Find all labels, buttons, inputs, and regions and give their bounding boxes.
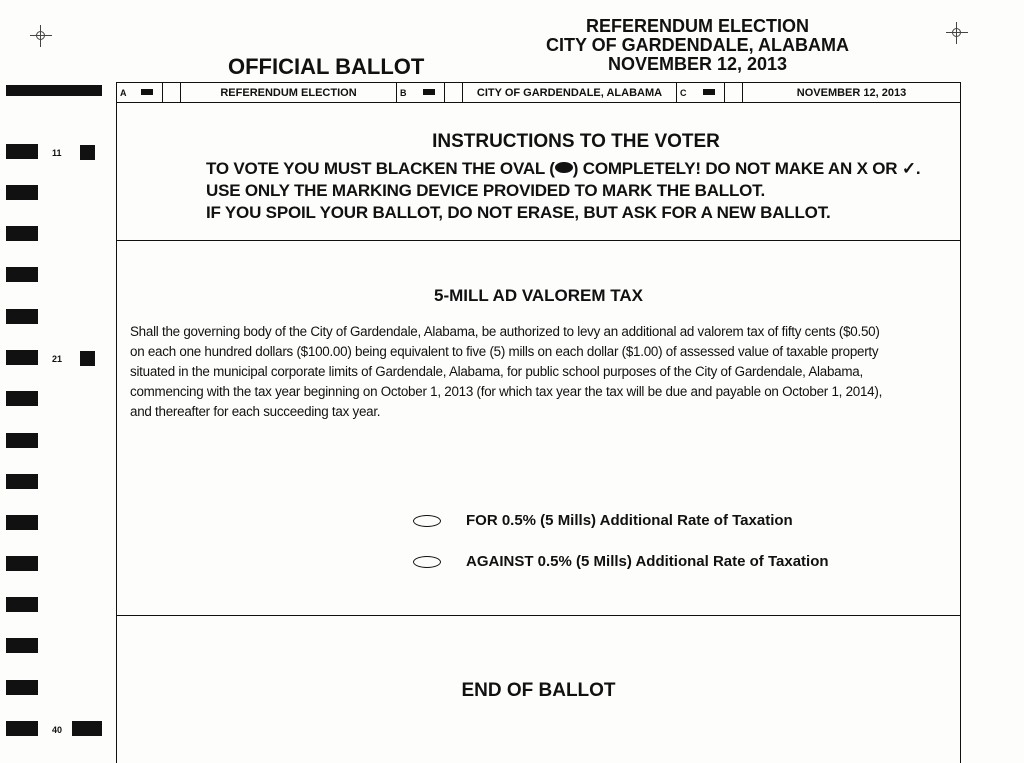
instructions-title: INSTRUCTIONS TO THE VOTER: [432, 131, 720, 152]
timing-square: [80, 145, 95, 160]
filled-oval-icon: [555, 162, 573, 173]
vote-oval-for[interactable]: [413, 515, 441, 527]
timing-mark: [6, 433, 38, 448]
timing-mark: [6, 721, 38, 736]
header-strip: [116, 82, 961, 103]
instruction-line-device: USE ONLY THE MARKING DEVICE PROVIDED TO MARK THE BALLOT.: [206, 181, 765, 200]
timing-mark: [6, 597, 38, 612]
timing-mark: [6, 144, 38, 159]
vote-oval-against[interactable]: [413, 556, 441, 568]
measure-text-line: Shall the governing body of the City of Gardendale, Alabama, be authorized to levy an additional ad valorem tax of fifty cents ($0.50): [130, 324, 880, 339]
strip-cell-empty-b: [445, 83, 463, 102]
strip-cell-empty-a: [163, 83, 181, 102]
strip-text-election: REFERENDUM ELECTION: [181, 83, 397, 102]
timing-mark-header: [6, 85, 102, 96]
end-of-ballot: END OF BALLOT: [461, 680, 616, 701]
timing-mark: [6, 350, 38, 365]
strip-text-date: NOVEMBER 12, 2013: [796, 86, 907, 99]
timing-number-40: 40: [52, 725, 63, 735]
measure-text-line: commencing with the tax year beginning on October 1, 2013 (for which tax year the tax will be due and payable on October 1, 2014),: [130, 384, 883, 399]
option-for-label: FOR 0.5% (5 Mills) Additional Rate of Taxation: [466, 512, 793, 529]
option-against-label: AGAINST 0.5% (5 Mills) Additional Rate of Taxation: [466, 553, 829, 570]
timing-mark: [6, 474, 38, 489]
header-line-election: REFERENDUM ELECTION: [585, 16, 809, 36]
instruction-line-spoil: IF YOU SPOIL YOUR BALLOT, DO NOT ERASE, BUT ASK FOR A NEW BALLOT.: [206, 203, 831, 222]
measure-text-line: situated in the municipal corporate limits of Gardendale, Alabama, for public school purposes of the City of Gardendale, Alabama,: [130, 364, 863, 379]
strip-letter-b: B: [397, 83, 445, 102]
option-against[interactable]: [413, 553, 829, 570]
strip-letter-c: C: [677, 83, 725, 102]
timing-mark: [6, 638, 38, 653]
strip-cell-empty-c: [725, 83, 743, 102]
instruction-line-blacken: TO VOTE YOU MUST BLACKEN THE OVAL ( ) COMPLETELY! DO NOT MAKE AN X OR ✓.: [206, 159, 921, 178]
official-ballot-title: OFFICIAL BALLOT: [228, 54, 425, 79]
timing-mark: [6, 226, 38, 241]
timing-mark-bottom: [72, 721, 102, 736]
measure-text-line: on each one hundred dollars ($100.00) being equivalent to five (5) mills on each dollar ($1.00) of assessed value of taxable property: [130, 344, 879, 359]
measure-text: [130, 322, 960, 422]
timing-number-11: 11: [52, 148, 62, 158]
registration-mark-left: [30, 25, 52, 47]
timing-mark: [6, 309, 38, 324]
registration-mark-right: [946, 22, 968, 44]
strip-letter-a: A: [117, 83, 163, 102]
timing-mark: [6, 556, 38, 571]
header-title-block: [500, 17, 895, 74]
option-for[interactable]: [413, 512, 793, 529]
divider-instructions: [116, 240, 961, 241]
timing-mark: [6, 680, 38, 695]
divider-measure: [116, 615, 961, 616]
header-line-city: CITY OF GARDENDALE, ALABAMA: [546, 35, 849, 55]
timing-mark: [6, 515, 38, 530]
instructions-text: [206, 158, 958, 224]
timing-mark: [6, 267, 38, 282]
timing-mark: [6, 185, 38, 200]
measure-title: 5-MILL AD VALOREM TAX: [433, 286, 644, 305]
timing-mark: [6, 391, 38, 406]
timing-square: [80, 351, 95, 366]
header-line-date: NOVEMBER 12, 2013: [607, 54, 788, 74]
timing-number-21: 21: [52, 354, 63, 364]
strip-text-city: CITY OF GARDENDALE, ALABAMA: [463, 83, 677, 102]
measure-text-line: and thereafter for each succeeding tax year.: [130, 404, 381, 419]
